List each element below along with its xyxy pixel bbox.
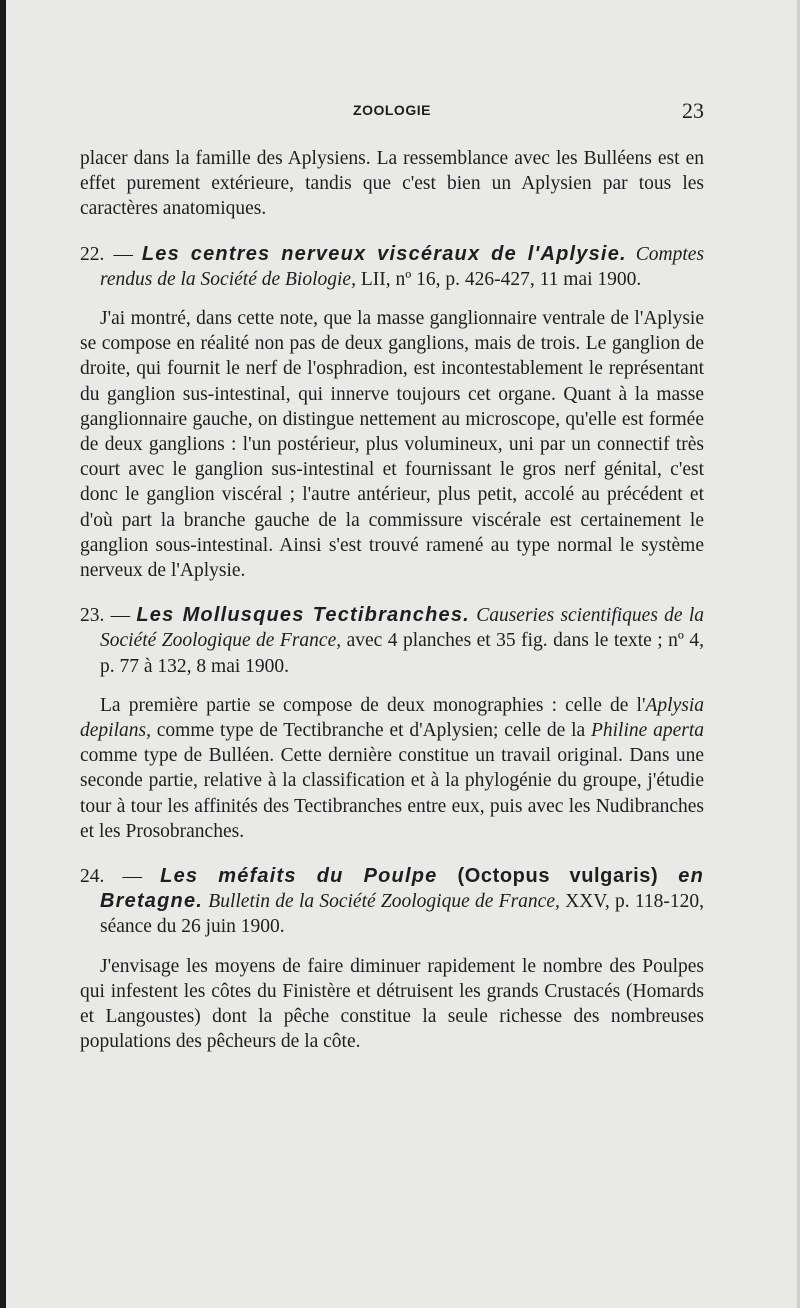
entry-title-species: (Octopus vulgaris)	[457, 865, 659, 888]
entry-title: Les Mollusques Tectibranches.	[136, 604, 470, 627]
entry-citation-journal: Comptes rendus de la Société de Biologie,	[100, 243, 705, 290]
intro-paragraph: placer dans la famille des Aplysiens. La ressemblance avec les Bulléens est en effet purement extérieure, tandis que c'est bien un Aplysien par tous les caractères anatomiques.	[80, 148, 704, 220]
entry-heading	[80, 864, 704, 940]
body-text: comme type de Tectibranche et d'Aplysien; celle de la	[150, 720, 591, 742]
entry-number: 24. —	[80, 866, 161, 888]
entry-body	[80, 693, 704, 844]
entry-citation-journal: Bulletin de la Société Zoologique de France,	[203, 891, 560, 913]
entry-number: 23. —	[80, 605, 137, 627]
body-text: La première partie se compose de deux monographies : celle de l'	[100, 694, 646, 716]
entry-title-end: en Bretagne.	[100, 865, 704, 913]
entry-number: 22. —	[80, 243, 142, 265]
entry-citation-details: avec 4 planches et 35 fig. dans le texte ; nº 4, p. 77 à 132, 8 mai 1900.	[100, 630, 704, 677]
page-number: 23	[682, 98, 704, 123]
entry-title: Les centres nerveux viscéraux de l'Aplysie.	[141, 242, 627, 265]
species-name: Aplysia depilans,	[80, 694, 704, 742]
entry-22	[80, 242, 704, 584]
entry-23	[80, 603, 704, 844]
entry-body: J'ai montré, dans cette note, que la masse ganglionnaire ventrale de l'Aplysie se compose en réalité non pas de deux ganglions, mais de trois. Le ganglion de droite, qui fournit le nerf de l'osphradion, est incontestablement le représentant du ganglion sus-intestinal, qui innerve toujours cet organe. Quant à la masse ganglionnaire gauche, on distingue nettement au microscope, qu'elle est formée de deux ganglions : l'un postérieur, plus volumineux, uni par un connectif très court avec le ganglion sus-intestinal et fournissant le gros nerf génital, c'est donc le ganglion viscéral ; l'autre antérieur, plus petit, accolé au précédent et d'où part la branche gauche de la commissure viscérale est certainement le ganglion sous-intestinal. Ainsi s'est trouvé ramené au type normal le système nerveux de l'Aplysie.	[80, 308, 704, 582]
running-title: ZOOLOGIE	[353, 102, 431, 118]
entry-citation-journal: Causeries scientifiques de la Société Zoologique de France,	[100, 605, 704, 652]
entry-heading	[80, 603, 704, 679]
body-text: comme type de Bulléen. Cette dernière constitue un travail original. Dans une seconde partie, relative à la classification et à la phylogénie du groupe, j'étudie tour à tour les affinités des Tectibranches entre eux, puis avec les Nudibranches et les Prosobranches.	[80, 745, 704, 842]
page	[80, 98, 704, 1055]
entry-heading	[80, 242, 704, 292]
entry-title: Les méfaits du Poulpe	[160, 865, 458, 888]
entry-body: J'envisage les moyens de faire diminuer rapidement le nombre des Poulpes qui infestent les côtes du Finistère et détruisent les grands Crustacés (Homards et Langoustes) dont la pêche constitue la seule richesse des nombreuses populations des pêcheurs de la côte.	[80, 955, 704, 1053]
scan-shadow-edge	[0, 0, 6, 1308]
running-head	[80, 98, 704, 128]
entry-citation-details: XXV, p. 118-120, séance du 26 juin 1900.	[100, 891, 704, 938]
entry-citation-details: LII, nº 16, p. 426-427, 11 mai 1900.	[355, 268, 642, 290]
species-name: Philine aperta	[590, 720, 704, 742]
entry-24	[80, 864, 704, 1054]
